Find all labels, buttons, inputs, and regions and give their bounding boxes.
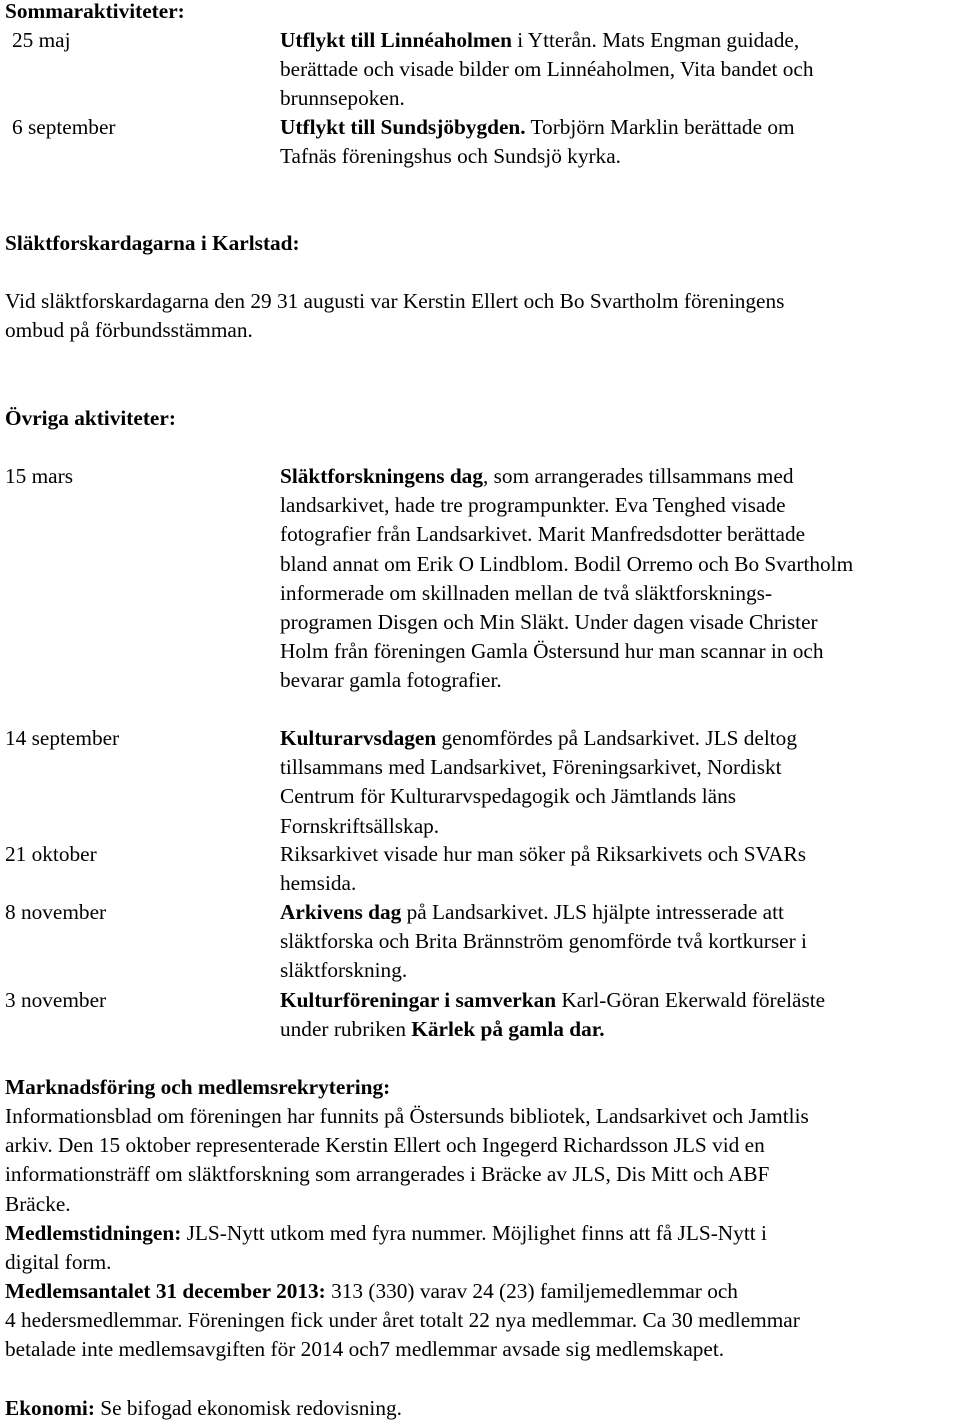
activity-date: 15 mars (5, 464, 74, 488)
description-line: Utflykt till Linnéaholmen i Ytterån. Mats Engman guidade, (280, 28, 800, 52)
paragraph-line: Medlemstidningen: JLS-Nytt utkom med fyra nummer. Möjlighet finns att få JLS-Nytt i (5, 1221, 767, 1245)
activity-description (280, 26, 960, 114)
description-line: fotografier från Landsarkivet. Marit Manfredsdotter berättade (280, 522, 806, 547)
paragraph-line: 4 hedersmedlemmar. Föreningen fick under året totalt 22 nya medlemmar. Ca 30 medlemmar (5, 1308, 800, 1333)
activity-description (280, 724, 960, 841)
activity-description (280, 986, 960, 1044)
activity-description (280, 840, 960, 898)
description-line: Tafnäs föreningshus och Sundsjö kyrka. (280, 144, 621, 169)
description-line: Släktforskningens dag, som arrangerades tillsammans med (280, 464, 794, 488)
description-line: Holm från föreningen Gamla Östersund hur man scannar in och (280, 639, 824, 664)
paragraph-line: Ekonomi: Se bifogad ekonomisk redovisning. (5, 1396, 402, 1420)
activity-date: 6 september (12, 115, 116, 139)
activity-description (280, 113, 960, 171)
paragraph-line: betalade inte medlemsavgiften för 2014 och7 medlemmar avsade sig medlemskapet. (5, 1337, 725, 1362)
activity-date: 14 september (5, 726, 120, 750)
section-heading-marknadsforing: Marknadsföring och medlemsrekrytering: (5, 1075, 391, 1099)
marknadsforing-paragraph (5, 1102, 960, 1219)
section-heading-slaktforskardagarna: Släktforskardagarna i Karlstad: (5, 231, 300, 255)
paragraph-line: informationsträff om släktforskning som arrangerades i Bräcke av JLS, Dis Mitt och ABF (5, 1162, 770, 1187)
paragraph-line: arkiv. Den 15 oktober representerade Kerstin Ellert och Ingegerd Richardsson JLS vid en (5, 1133, 765, 1158)
activity-description (280, 898, 960, 986)
activity-date: 21 oktober (5, 842, 97, 866)
description-line: släktforskning. (280, 958, 408, 983)
paragraph-line: ombud på förbundsstämman. (5, 318, 253, 343)
description-line: släktforska och Brita Brännström genomförde två kortkurser i (280, 929, 807, 954)
description-line: Kulturarvsdagen genomfördes på Landsarkivet. JLS deltog (280, 726, 797, 750)
description-line: under rubriken Kärlek på gamla dar. (280, 1017, 605, 1042)
paragraph-line: Vid släktforskardagarna den 29 31 augusti var Kerstin Ellert och Bo Svartholm föreningens (5, 289, 785, 313)
medlemstidningen-paragraph (5, 1219, 960, 1277)
description-line: Kulturföreningar i samverkan Karl-Göran Ekerwald föreläste (280, 988, 826, 1012)
description-line: bevarar gamla fotografier. (280, 668, 502, 693)
ekonomi-label: Ekonomi: (5, 1396, 95, 1420)
paragraph-line: Bräcke. (5, 1191, 71, 1216)
section-heading-ovriga-aktiviteter: Övriga aktiviteter: (5, 406, 176, 430)
description-line: bland annat om Erik O Lindblom. Bodil Orremo och Bo Svartholm (280, 551, 854, 576)
medlemsantalet-paragraph (5, 1277, 960, 1365)
description-line: Centrum för Kulturarvspedagogik och Jämtlands läns (280, 784, 737, 809)
activity-date: 3 november (5, 988, 107, 1012)
activity-date: 8 november (5, 900, 107, 924)
description-line: Riksarkivet visade hur man söker på Riksarkivets och SVARs (280, 842, 807, 866)
paragraph-line: Informationsblad om föreningen har funnits på Östersunds bibliotek, Landsarkivet och Jamtlis (5, 1104, 809, 1128)
description-line: brunnsepoken. (280, 86, 405, 111)
description-line: tillsammans med Landsarkivet, Föreningsarkivet, Nordiskt (280, 755, 782, 780)
activity-date: 25 maj (12, 28, 71, 52)
paragraph-line: digital form. (5, 1250, 112, 1275)
slaktforskardagarna-paragraph (5, 287, 960, 345)
medlemsantalet-label: Medlemsantalet 31 december 2013: (5, 1279, 326, 1303)
ekonomi-paragraph (5, 1394, 960, 1423)
paragraph-line: Medlemsantalet 31 december 2013: 313 (330) varav 24 (23) familjemedlemmar och (5, 1279, 738, 1303)
description-line: landsarkivet, hade tre programpunkter. Eva Tenghed visade (280, 493, 786, 518)
description-line: Fornskriftsällskap. (280, 813, 440, 838)
description-line: hemsida. (280, 871, 357, 896)
section-heading-sommaraktiviteter: Sommaraktiviteter: (5, 0, 185, 23)
medlemstidningen-label: Medlemstidningen: (5, 1221, 182, 1245)
description-line: Utflykt till Sundsjöbygden. Torbjörn Marklin berättade om (280, 115, 795, 139)
description-line: informerade om skillnaden mellan de två släktforsknings- (280, 580, 773, 605)
description-line: Arkivens dag på Landsarkivet. JLS hjälpte intresserade att (280, 900, 784, 924)
activity-description (280, 462, 960, 696)
description-line: berättade och visade bilder om Linnéaholmen, Vita bandet och (280, 57, 814, 82)
description-line: programen Disgen och Min Släkt. Under dagen visade Christer (280, 610, 818, 635)
